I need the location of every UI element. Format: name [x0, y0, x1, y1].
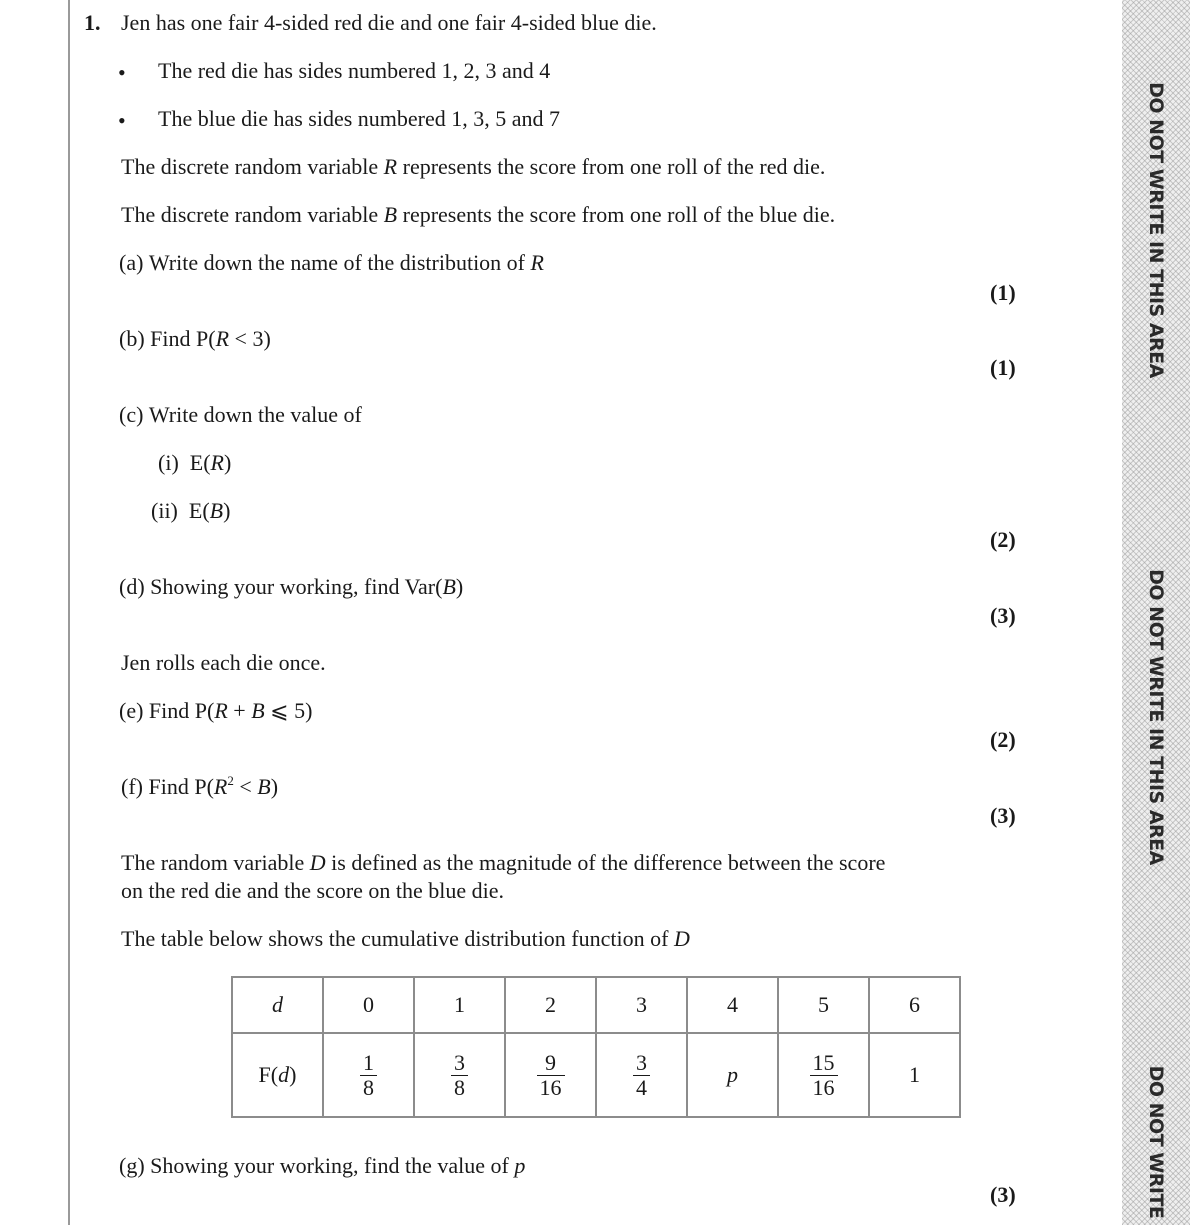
d-value: 1 — [414, 977, 505, 1033]
fraction: $\frac{3}{8}$ — [451, 1051, 468, 1100]
table-row-Fd — [232, 1033, 960, 1117]
F-value-unknown: p — [687, 1033, 778, 1117]
part-d: (d) Showing your working, find Var(B) — [119, 574, 464, 599]
F-value — [505, 1033, 596, 1117]
bullet-red-die: The red die has sides numbered 1, 2, 3 and 4 — [158, 58, 551, 83]
bullet-dot-1: • — [118, 60, 126, 85]
F-value: 1 — [869, 1033, 960, 1117]
rolls-statement: Jen rolls each die once. — [121, 650, 326, 675]
part-c-i: (i) E(R) — [158, 450, 232, 475]
F-value — [778, 1033, 869, 1117]
F-value — [596, 1033, 687, 1117]
fraction: $\frac{1}{8}$ — [360, 1051, 377, 1100]
part-a: (a) Write down the name of the distribution of R — [119, 250, 544, 275]
part-c-ii: (ii) E(B) — [151, 498, 231, 523]
definition-D-line1: The random variable D is defined as the magnitude of the difference between the score — [121, 850, 886, 875]
definition-B: The discrete random variable B represents the score from one roll of the blue die. — [121, 202, 836, 227]
fraction: $\frac{15}{16}$ — [810, 1051, 838, 1100]
marks-a: (1) — [990, 280, 1016, 305]
d-value: 2 — [505, 977, 596, 1033]
definition-R: The discrete random variable R represents the score from one roll of the red die. — [121, 154, 826, 179]
cdf-table — [231, 976, 961, 1118]
part-b: (b) Find P(R < 3) — [119, 326, 271, 351]
fraction: $\frac{9}{16}$ — [537, 1051, 565, 1100]
d-value: 5 — [778, 977, 869, 1033]
d-value: 3 — [596, 977, 687, 1033]
margin-warning-1: DO NOT WRITE IN THIS AREA — [1145, 82, 1167, 378]
margin-warning-2: DO NOT WRITE IN THIS AREA — [1145, 569, 1167, 865]
marks-g: (3) — [990, 1182, 1016, 1207]
margin-warning-3: DO NOT WRITE — [1145, 1065, 1167, 1219]
bullet-dot-2: • — [118, 108, 126, 133]
fraction: $\frac{3}{4}$ — [633, 1051, 650, 1100]
header-d: d — [232, 977, 323, 1033]
definition-D-line2: on the red die and the score on the blue die. — [121, 878, 505, 903]
part-f: (f) Find $P(R^2 < B)$ — [121, 773, 279, 799]
question-intro: Jen has one fair 4-sided red die and one fair 4-sided blue die. — [121, 10, 657, 35]
F-value — [414, 1033, 505, 1117]
part-e: (e) Find P(R + B ⩽ 5) — [119, 698, 313, 723]
marks-e: (2) — [990, 727, 1016, 752]
part-g: (g) Showing your working, find the value of p — [119, 1153, 526, 1178]
bullet-blue-die: The blue die has sides numbered 1, 3, 5 and 7 — [158, 106, 561, 131]
d-value: 0 — [323, 977, 414, 1033]
marks-b: (1) — [990, 355, 1016, 380]
table-row-d — [232, 977, 960, 1033]
question-number: 1. — [84, 10, 101, 35]
marks-c: (2) — [990, 527, 1016, 552]
d-value: 6 — [869, 977, 960, 1033]
marks-f: (3) — [990, 803, 1016, 828]
marks-d: (3) — [990, 603, 1016, 628]
table-intro: The table below shows the cumulative distribution function of D — [121, 926, 690, 951]
header-Fd: F(d) — [232, 1033, 323, 1117]
d-value: 4 — [687, 977, 778, 1033]
page-left-rule — [68, 0, 70, 1225]
F-value — [323, 1033, 414, 1117]
part-c: (c) Write down the value of — [119, 402, 362, 427]
